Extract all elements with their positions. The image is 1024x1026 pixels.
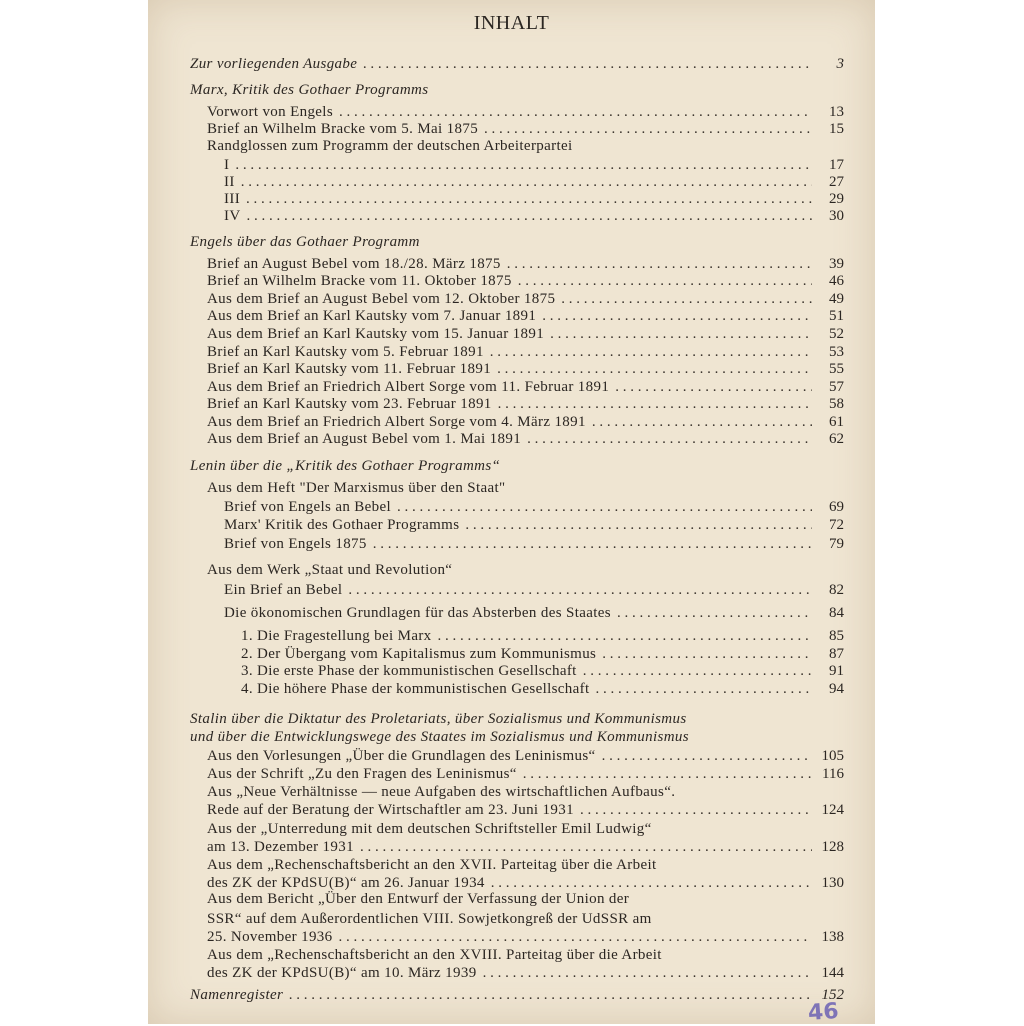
toc-page-number: 51 [829,308,844,324]
toc-entry-title: IV [224,208,241,224]
dot-leader [339,929,812,946]
toc-page-number: 17 [829,157,844,173]
toc-entry-title: 1. Die Fragestellung bei Marx [241,628,432,644]
toc-page-number: 84 [829,605,844,621]
toc-page-number: 62 [829,431,844,447]
dot-leader [596,681,812,698]
toc-page-number: 82 [829,582,844,598]
toc-entry [207,256,844,273]
toc-page-number: 58 [829,396,844,412]
dot-leader [438,628,812,645]
toc-entry-title: Aus dem Brief an August Bebel vom 12. Oktober 1875 [207,291,556,307]
toc-entry [224,582,844,599]
toc-entry [241,681,844,698]
dot-leader [348,582,812,599]
toc-page-number: 53 [829,344,844,360]
toc-entry [207,875,844,892]
toc-entry [207,929,844,946]
dot-leader [507,256,812,273]
toc-entry-title: Brief an Karl Kautsky vom 23. Februar 1891 [207,396,492,412]
toc-entry [207,104,844,121]
toc-entry: Randglossen zum Programm der deutschen Arbeiterpartei [207,138,573,154]
toc-entry-title: am 13. Dezember 1931 [207,839,354,855]
dot-leader [497,361,812,378]
toc-entry: SSR“ auf dem Außerordentlichen VIII. Sowjetkongreß der UdSSR am [207,911,652,927]
toc-entry [207,121,844,138]
toc-entry [207,839,844,856]
dot-leader [583,663,812,680]
toc-entry [207,273,844,290]
toc-entry [207,308,844,325]
toc-entry-title: des ZK der KPdSU(B)“ am 26. Januar 1934 [207,875,485,891]
toc-entry [207,291,844,308]
dot-leader [241,174,812,191]
page-title: INHALT [473,12,550,34]
toc-entry-title: Brief an Wilhelm Bracke vom 5. Mai 1875 [207,121,479,137]
toc-entry-title: Aus dem Brief an Friedrich Albert Sorge vom 11. Februar 1891 [207,379,610,395]
dot-leader [617,605,812,622]
toc-entry: Aus dem Heft "Der Marxismus über den Staat" [207,480,506,496]
toc-entry [224,517,844,534]
toc-entry-title: 4. Die höhere Phase der kommunistischen Gesellschaft [241,681,590,697]
toc-page-number: 128 [821,839,844,855]
toc-page-number: 144 [821,965,844,981]
toc-page-number: 130 [821,875,844,891]
toc-entry-title: II [224,174,235,190]
dot-leader [360,839,812,856]
toc-entry [207,396,844,413]
dot-leader [592,414,812,431]
toc-entry-title: Vorwort von Engels [207,104,334,120]
toc-entry: Marx, Kritik des Gothaer Programms [190,82,429,98]
toc-entry-title: Namenregister [190,987,284,1003]
toc-entry [207,414,844,431]
toc-page-number: 29 [829,191,844,207]
toc-page-number: 27 [829,174,844,190]
dot-leader [602,646,812,663]
toc-entry-title: Brief von Engels 1875 [224,536,367,552]
toc-entry-title: Aus dem Brief an Karl Kautsky vom 7. Januar 1891 [207,308,537,324]
toc-entry-title: Aus der Schrift „Zu den Fragen des Leninismus“ [207,766,517,782]
toc-entry-title: Brief an Karl Kautsky vom 11. Februar 1891 [207,361,492,377]
toc-entry [224,191,844,208]
toc-entry [224,605,844,622]
toc-entry [207,766,844,783]
dot-leader [615,379,812,396]
dot-leader [527,431,812,448]
toc-page-number: 138 [821,929,844,945]
dot-leader [602,748,812,765]
toc-entry: Aus dem Werk „Staat und Revolution“ [207,562,453,578]
toc-entry [207,965,844,982]
dot-leader [483,965,812,982]
toc-entry [224,499,844,516]
toc-page-number: 94 [829,681,844,697]
toc-page-number: 55 [829,361,844,377]
toc-entry-title: 3. Die erste Phase der kommunistischen Gesellschaft [241,663,577,679]
toc-entry: Aus „Neue Verhältnisse — neue Aufgaben des wirtschaftlichen Aufbaus“. [207,784,676,800]
toc-page-number: 69 [829,499,844,515]
dot-leader [490,344,812,361]
toc-page-number: 79 [829,536,844,552]
dot-leader [523,766,812,783]
toc-page-number: 116 [822,766,844,782]
toc-page-number: 152 [821,987,844,1003]
toc-page-number: 52 [829,326,844,342]
toc-entry-title: Aus dem Brief an August Bebel vom 1. Mai 1891 [207,431,522,447]
toc-page-number: 61 [829,414,844,430]
toc-page-number: 85 [829,628,844,644]
toc-entry-title: Aus dem Brief an Friedrich Albert Sorge vom 4. März 1891 [207,414,586,430]
toc-entry-title: Brief von Engels an Bebel [224,499,392,515]
toc-entry [241,628,844,645]
toc-page-number: 105 [821,748,844,764]
toc-entry: und über die Entwicklungswege des Staates im Sozialismus und Kommunismus [190,729,689,745]
toc-entry: Engels über das Gothaer Programm [190,234,420,250]
dot-leader [339,104,812,121]
toc-entry [207,802,844,819]
toc-entry [207,431,844,448]
dot-leader [518,273,812,290]
toc-entry [207,361,844,378]
dot-leader [397,499,812,516]
toc-entry-title: Brief an Wilhelm Bracke vom 11. Oktober 1875 [207,273,512,289]
toc-entry [207,748,844,765]
dot-leader [246,191,812,208]
toc-entry: Aus dem Bericht „Über den Entwurf der Verfassung der Union der [207,891,630,907]
toc-entry: Aus der „Unterredung mit dem deutschen Schriftsteller Emil Ludwig“ [207,821,652,837]
toc-entry: Lenin über die „Kritik des Gothaer Programms“ [190,458,501,474]
toc-entry [207,379,844,396]
toc-page-number: 39 [829,256,844,272]
toc-entry-title: des ZK der KPdSU(B)“ am 10. März 1939 [207,965,477,981]
toc-page-number: 46 [829,273,844,289]
toc-entry-title: 25. November 1936 [207,929,333,945]
toc-entry-title: III [224,191,241,207]
dot-leader [289,987,812,1004]
toc-entry [241,663,844,680]
toc-entry [224,157,844,174]
dot-leader [498,396,812,413]
toc-entry-title: Aus den Vorlesungen „Über die Grundlagen des Leninismus“ [207,748,596,764]
toc-page-number: 57 [829,379,844,395]
toc-entry-title: Rede auf der Beratung der Wirtschaftler am 23. Juni 1931 [207,802,574,818]
toc-entry: Aus dem „Rechenschaftsbericht an den XVII. Parteitag über die Arbeit [207,857,657,873]
toc-page-number: 49 [829,291,844,307]
toc-page-number: 15 [829,121,844,137]
toc-entry-title: Brief an Karl Kautsky vom 5. Februar 1891 [207,344,484,360]
dot-leader [561,291,812,308]
dot-leader [235,157,812,174]
toc-entry [224,536,844,553]
toc-entry-title: 2. Der Übergang vom Kapitalismus zum Kommunismus [241,646,597,662]
toc-entry [190,987,844,1004]
toc-page-number: 91 [829,663,844,679]
dot-leader [373,536,812,553]
toc-entry-title: Ein Brief an Bebel [224,582,343,598]
toc-entry [224,174,844,191]
toc-page-number: 72 [829,517,844,533]
toc-entry-title: Brief an August Bebel vom 18./28. März 1875 [207,256,501,272]
dot-leader [484,121,812,138]
toc-page-number: 124 [821,802,844,818]
dot-leader [363,56,812,73]
toc-entry [241,646,844,663]
toc-entry [207,344,844,361]
toc-entry-title: Marx' Kritik des Gothaer Programms [224,517,460,533]
page-number-stamp: 46 [807,998,840,1026]
toc-entry [190,56,844,73]
toc-page-number: 3 [836,56,844,72]
toc-entry-title: Die ökonomischen Grundlagen für das Absterben des Staates [224,605,611,621]
toc-entry-title: I [224,157,230,173]
toc-entry [207,326,844,343]
toc-page-number: 13 [829,104,844,120]
dot-leader [491,875,812,892]
toc-entry [224,208,844,225]
toc-page-number: 30 [829,208,844,224]
toc-entry: Stalin über die Diktatur des Proletariats, über Sozialismus und Kommunismus [190,711,687,727]
toc-entry-title: Zur vorliegenden Ausgabe [190,56,358,72]
toc-page-number: 87 [829,646,844,662]
dot-leader [542,308,812,325]
toc-entry-title: Aus dem Brief an Karl Kautsky vom 15. Januar 1891 [207,326,545,342]
dot-leader [247,208,812,225]
dot-leader [465,517,812,534]
dot-leader [580,802,812,819]
toc-entry: Aus dem „Rechenschaftsbericht an den XVIII. Parteitag über die Arbeit [207,947,662,963]
dot-leader [550,326,812,343]
